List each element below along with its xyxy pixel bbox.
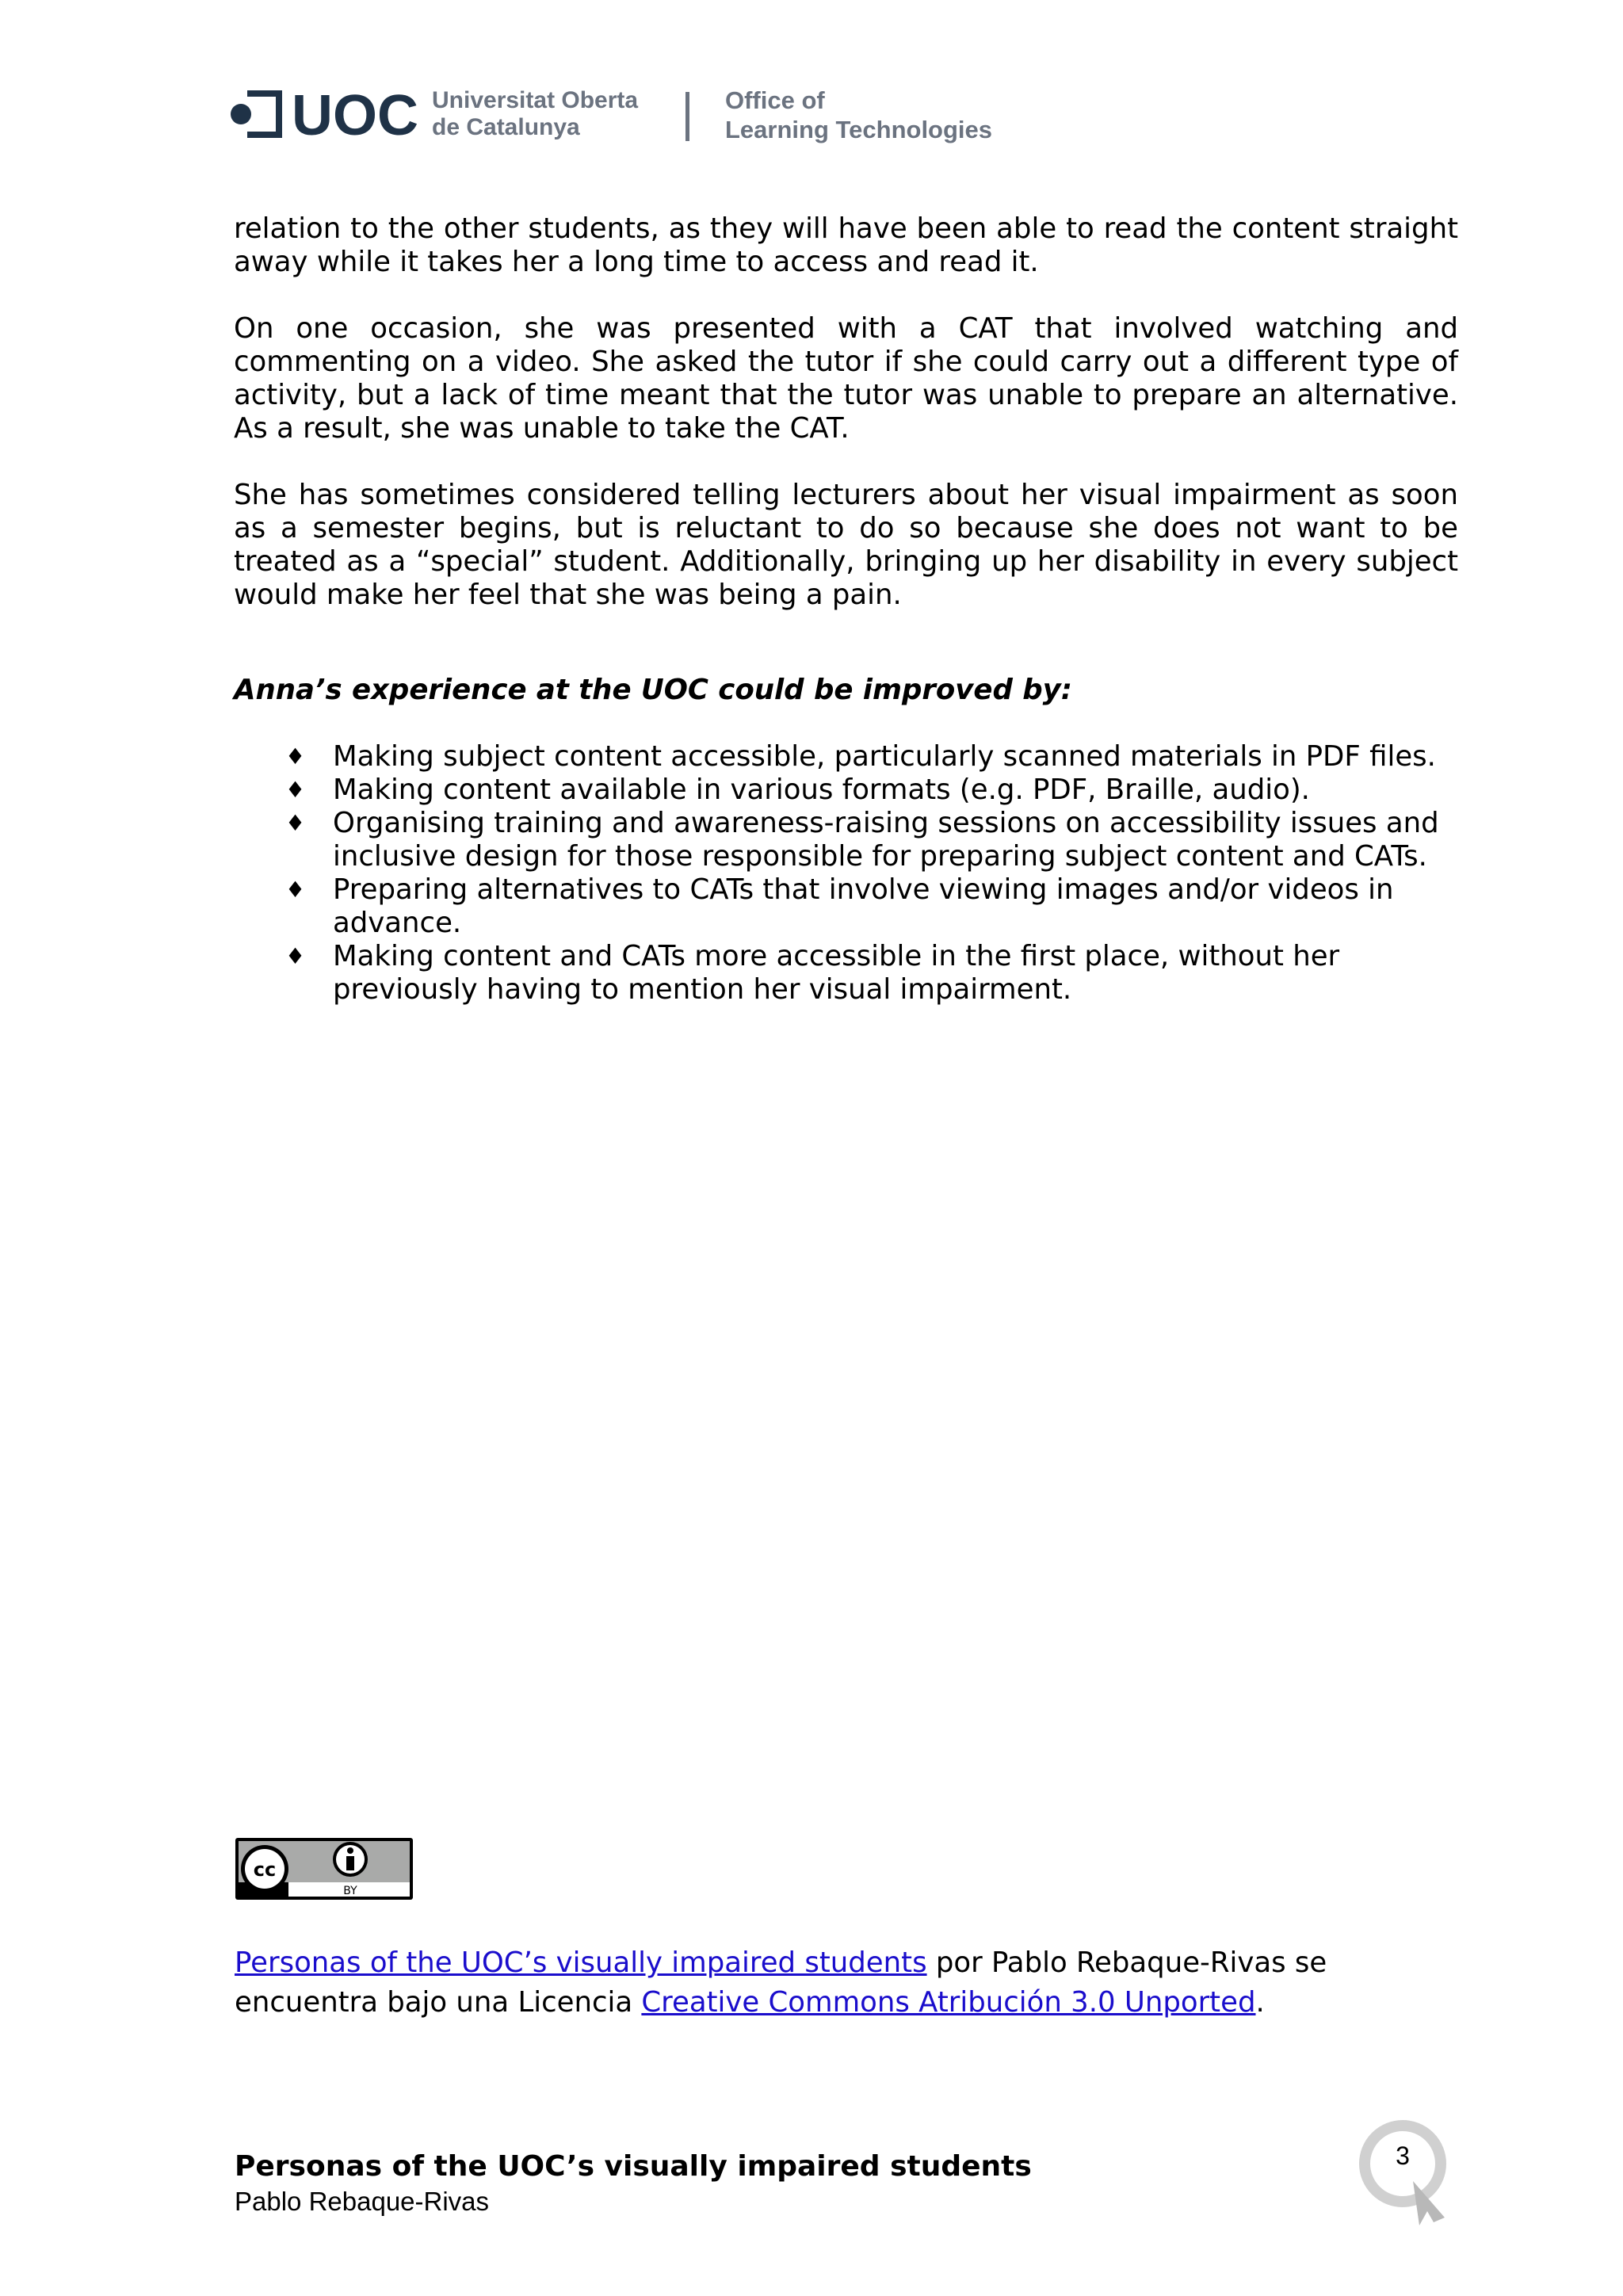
attribution-icon xyxy=(347,1847,353,1854)
footer-title: Personas of the UOC’s visually impaired students xyxy=(235,2150,1032,2183)
list-item: ♦ Organising training and awareness-raising sessions on accessibility issues and inclusive design for those responsible for preparing subject content and CATs. xyxy=(285,807,1439,873)
license-link[interactable]: Creative Commons Atribución 3.0 Unported xyxy=(641,1986,1256,2019)
diamond-bullet-icon: ♦ xyxy=(285,810,306,836)
list-item: ♦ Making content available in various formats (e.g. PDF, Braille, audio). xyxy=(285,774,1310,806)
document-body xyxy=(234,212,1458,1007)
list-item: ♦ Preparing alternatives to CATs that involve viewing images and/or videos in advance. xyxy=(285,873,1394,939)
office-line1: Office of xyxy=(725,86,825,114)
improvements-list xyxy=(234,740,1458,1007)
cc-text: cc xyxy=(253,1859,277,1881)
page-number-logo-icon xyxy=(1351,2116,1454,2235)
university-line1: Universitat Oberta xyxy=(432,87,639,113)
work-title-link[interactable]: Personas of the UOC’s visually impaired students xyxy=(235,1946,927,1979)
paragraph: She has sometimes considered telling lecturers about her visual impairment as soon as a semester begins, but is reluctant to do so because she does not want to be treated as a “special” student. Additionally, bringing up her disability in every subject would make her feel that she was being a pain. xyxy=(234,479,1458,611)
page-number: 3 xyxy=(1396,2141,1410,2170)
footer-author: Pablo Rebaque-Rivas xyxy=(235,2187,490,2216)
list-item: ♦ Making subject content accessible, particularly scanned materials in PDF files. xyxy=(285,740,1436,773)
uoc-logo xyxy=(230,84,418,147)
license-text: por Pablo Rebaque-Rivas se encuentra bajo una Licencia xyxy=(235,1946,1327,2019)
list-item: ♦ Making content and CATs more accessible in the first place, without her previously having to mention her visual impairment. xyxy=(285,940,1340,1006)
paragraph: On one occasion, she was presented with a CAT that involved watching and commenting on a video. She asked the tutor if she could carry out a different type of activity, but a lack of time meant that the tutor was unable to prepare an alternative. As a result, she was unable to take the CAT. xyxy=(234,312,1458,445)
improvements-heading: Anna’s experience at the UOC could be improved by: xyxy=(234,674,1072,706)
document-header xyxy=(230,86,1022,149)
office-line2: Learning Technologies xyxy=(725,116,993,143)
header-divider xyxy=(685,92,689,141)
diamond-bullet-icon: ♦ xyxy=(285,943,306,969)
diamond-bullet-icon: ♦ xyxy=(285,743,306,770)
office-name xyxy=(725,86,992,144)
diamond-bullet-icon: ♦ xyxy=(285,777,306,803)
university-name xyxy=(432,87,638,141)
university-line2: de Catalunya xyxy=(432,114,580,140)
uoc-logo-text: UOC xyxy=(292,84,418,147)
paragraph: relation to the other students, as they will have been able to read the content straight away while it takes her a long time to access and read it. xyxy=(234,212,1458,278)
license-notice: Personas of the UOC’s visually impaired students por Pablo Rebaque-Rivas se encuentra bajo una Licencia Creative Commons Atribución 3.0 Unported. xyxy=(235,1946,1327,2019)
cc-by-license-badge[interactable] xyxy=(235,1837,414,1901)
diamond-bullet-icon: ♦ xyxy=(285,877,306,903)
by-text: BY xyxy=(343,1885,357,1897)
